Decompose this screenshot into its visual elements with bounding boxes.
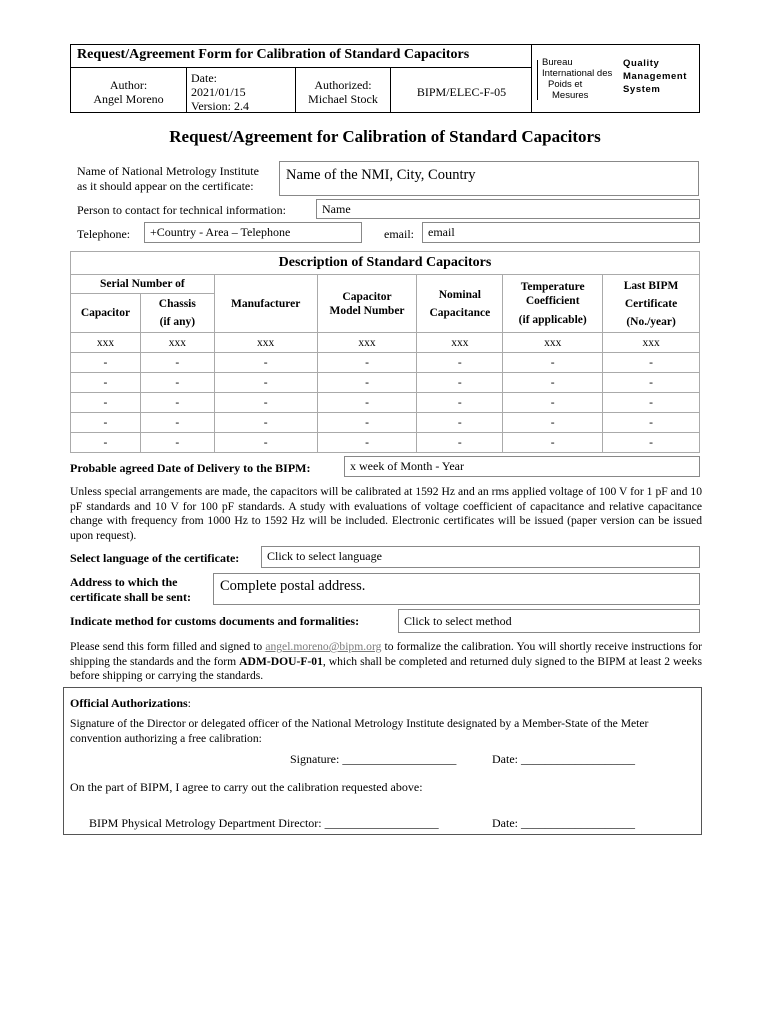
capacitor-cell[interactable]: - bbox=[71, 393, 141, 413]
col-cert-line-2: Certificate bbox=[624, 297, 678, 310]
address-label bbox=[70, 575, 191, 605]
col-nominal-line-2: Capacitance bbox=[429, 306, 491, 319]
send-text-1: Please send this form filled and signed to bbox=[70, 640, 266, 653]
language-select[interactable]: Click to select language bbox=[261, 546, 700, 568]
serial-header: Serial Number of bbox=[71, 275, 215, 294]
col-model-line-2: Model Number bbox=[329, 304, 405, 317]
model-cell[interactable]: - bbox=[317, 413, 417, 433]
bipm-date-line[interactable]: Date: ___________________ bbox=[492, 816, 635, 830]
table-row bbox=[71, 393, 700, 413]
col-chassis-line-2: (if any) bbox=[159, 316, 196, 328]
col-certificate bbox=[603, 275, 700, 333]
table-row bbox=[71, 413, 700, 433]
col-temperature bbox=[503, 275, 603, 333]
bipm-director-line[interactable]: BIPM Physical Metrology Department Director: ___________________ bbox=[89, 816, 439, 830]
qms-line-3: System bbox=[623, 84, 661, 95]
qms-label bbox=[623, 57, 699, 96]
certificate-cell[interactable]: - bbox=[603, 393, 700, 413]
form-code: ADM-DOU-F-01 bbox=[239, 654, 323, 668]
manufacturer-cell[interactable]: - bbox=[214, 393, 317, 413]
qms-line-1: Quality bbox=[623, 58, 660, 69]
temperature-cell[interactable]: - bbox=[503, 353, 603, 373]
signature-line[interactable]: Signature: ___________________ bbox=[290, 752, 457, 766]
col-temp-line-2: Coefficient bbox=[525, 295, 580, 307]
capacitor-cell[interactable]: - bbox=[71, 413, 141, 433]
calibration-conditions-text: Unless special arrangements are made, the capacitors will be calibrated at 1592 Hz and an rms applied voltage of 100 V for 1 pF and 10 pF standards and 10 V for 100 pF standards. A study with evaluations of voltage coefficient of capacitance and relative capacitance change with frequency from 1000 Hz to 1592 Hz will be included. Electronic certificates will be issued (paper version can be issued upon request). bbox=[70, 485, 702, 542]
col-temp-line-3: (if applicable) bbox=[518, 314, 587, 326]
authorized-label: Authorized: bbox=[314, 78, 372, 92]
capacitor-cell[interactable]: - bbox=[71, 373, 141, 393]
chassis-cell[interactable]: - bbox=[140, 373, 214, 393]
nominal-cell[interactable]: - bbox=[417, 353, 503, 373]
certificate-cell[interactable]: - bbox=[603, 353, 700, 373]
chassis-cell[interactable]: - bbox=[140, 413, 214, 433]
telephone-label: Telephone: bbox=[77, 227, 131, 241]
qms-line-2: Management bbox=[623, 71, 688, 82]
contact-name-field[interactable]: Name bbox=[316, 199, 700, 219]
table-row bbox=[71, 353, 700, 373]
chassis-cell[interactable]: - bbox=[140, 433, 214, 453]
author-cell bbox=[71, 68, 187, 112]
nmi-name-field[interactable]: Name of the NMI, City, Country bbox=[279, 161, 699, 196]
bipm-logo bbox=[537, 57, 621, 101]
nmi-label-line-2: as it should appear on the certificate: bbox=[77, 179, 254, 193]
director-text: Signature of the Director or delegated officer of the National Metrology Institute designated by a Member-State of the Meter convention authorizing a free calibration: bbox=[70, 717, 649, 745]
certificate-cell[interactable]: - bbox=[603, 413, 700, 433]
table-row bbox=[71, 433, 700, 453]
authorized-name: Michael Stock bbox=[308, 92, 378, 106]
nominal-cell[interactable]: - bbox=[417, 393, 503, 413]
email-label: email: bbox=[384, 227, 414, 241]
logo-line-3: Poids et bbox=[548, 79, 583, 90]
author-label: Author: bbox=[109, 78, 148, 92]
table-row bbox=[71, 373, 700, 393]
doc-code-cell bbox=[391, 68, 532, 112]
col-temp-line-1: Temperature bbox=[520, 281, 585, 293]
temperature-cell[interactable]: - bbox=[503, 413, 603, 433]
model-cell[interactable]: - bbox=[317, 433, 417, 453]
certificate-cell[interactable]: xxx bbox=[603, 333, 700, 353]
certificate-cell[interactable]: - bbox=[603, 433, 700, 453]
col-manufacturer: Manufacturer bbox=[214, 275, 317, 333]
manufacturer-cell[interactable]: - bbox=[214, 353, 317, 373]
col-cert-line-1: Last BIPM bbox=[623, 279, 679, 292]
form-title: Request/Agreement Form for Calibration of Standard Capacitors bbox=[77, 47, 470, 62]
header-box bbox=[70, 44, 700, 113]
nominal-cell[interactable]: - bbox=[417, 413, 503, 433]
col-nominal bbox=[417, 275, 503, 333]
table-row bbox=[71, 333, 700, 353]
col-capacitor: Capacitor bbox=[71, 294, 141, 333]
auth-heading-colon: : bbox=[187, 696, 192, 710]
chassis-cell[interactable]: - bbox=[140, 353, 214, 373]
col-nominal-line-1: Nominal bbox=[438, 288, 481, 301]
date-label: Date: bbox=[191, 71, 217, 85]
capacitor-cell[interactable]: xxx bbox=[71, 333, 141, 353]
authorizations-box bbox=[63, 687, 702, 835]
manufacturer-cell[interactable]: - bbox=[214, 433, 317, 453]
manufacturer-cell[interactable]: - bbox=[214, 373, 317, 393]
nominal-cell[interactable]: - bbox=[417, 433, 503, 453]
logo-line-4: Mesures bbox=[552, 90, 589, 101]
temperature-cell[interactable]: - bbox=[503, 393, 603, 413]
address-label-line-2: certificate shall be sent: bbox=[70, 590, 191, 604]
table-body bbox=[71, 333, 700, 453]
language-label: Select language of the certificate: bbox=[70, 551, 240, 565]
email-field[interactable]: email bbox=[422, 222, 700, 243]
model-cell[interactable]: - bbox=[317, 393, 417, 413]
bipm-agree-text: On the part of BIPM, I agree to carry out the calibration requested above: bbox=[70, 780, 423, 794]
certificate-cell[interactable]: - bbox=[603, 373, 700, 393]
manufacturer-cell[interactable]: - bbox=[214, 413, 317, 433]
contact-label: Person to contact for technical information: bbox=[77, 203, 286, 217]
date-cell bbox=[187, 68, 296, 112]
contact-email-link[interactable]: angel.moreno@bipm.org bbox=[265, 640, 382, 653]
postal-address-field[interactable]: Complete postal address. bbox=[213, 573, 700, 605]
model-cell[interactable]: - bbox=[317, 353, 417, 373]
delivery-label: Probable agreed Date of Delivery to the BIPM: bbox=[70, 461, 311, 475]
customs-label: Indicate method for customs documents and formalities: bbox=[70, 614, 360, 628]
version: Version: 2.4 bbox=[191, 99, 249, 113]
col-model-line-1: Capacitor bbox=[342, 290, 392, 303]
model-cell[interactable]: xxx bbox=[317, 333, 417, 353]
col-model bbox=[317, 275, 417, 333]
col-cert-line-3: (No./year) bbox=[626, 315, 676, 328]
chassis-cell[interactable]: - bbox=[140, 393, 214, 413]
capacitor-cell[interactable]: - bbox=[71, 433, 141, 453]
table-heading: Description of Standard Capacitors bbox=[71, 252, 700, 275]
logo-line-1: Bureau bbox=[542, 57, 573, 68]
chassis-cell[interactable]: xxx bbox=[140, 333, 214, 353]
send-instructions-text bbox=[70, 640, 702, 684]
manufacturer-cell[interactable]: xxx bbox=[214, 333, 317, 353]
temperature-cell[interactable]: - bbox=[503, 433, 603, 453]
nominal-cell[interactable]: - bbox=[417, 373, 503, 393]
col-chassis bbox=[140, 294, 214, 333]
telephone-field[interactable]: +Country - Area – Telephone bbox=[144, 222, 362, 243]
address-label-line-1: Address to which the bbox=[70, 575, 178, 589]
delivery-date-field[interactable]: x week of Month - Year bbox=[344, 456, 700, 477]
date-value: 2021/01/15 bbox=[191, 85, 246, 99]
nmi-label bbox=[77, 164, 259, 194]
model-cell[interactable]: - bbox=[317, 373, 417, 393]
temperature-cell[interactable]: xxx bbox=[503, 333, 603, 353]
logo-line-2: International des bbox=[542, 68, 613, 79]
author-name: Angel Moreno bbox=[93, 92, 164, 106]
send-text-3: , which shall be completed and returned duly signed to the BIPM at least 2 weeks before shipping or carrying the standards. bbox=[70, 654, 702, 682]
auth-heading-text: Official Authorizations bbox=[70, 696, 188, 710]
authorized-cell bbox=[296, 68, 391, 112]
auth-heading bbox=[70, 696, 191, 711]
nominal-cell[interactable]: xxx bbox=[417, 333, 503, 353]
customs-method-select[interactable]: Click to select method bbox=[398, 609, 700, 633]
signature-date-line[interactable]: Date: ___________________ bbox=[492, 752, 635, 766]
send-text-2: to formalize the calibration. You will shortly receive instructions for shipping the standards and the form bbox=[70, 640, 702, 668]
page-title: Request/Agreement for Calibration of Standard Capacitors bbox=[169, 127, 601, 146]
capacitor-table bbox=[70, 251, 700, 453]
temperature-cell[interactable]: - bbox=[503, 373, 603, 393]
nmi-label-line-1: Name of National Metrology Institute bbox=[77, 164, 259, 178]
capacitor-cell[interactable]: - bbox=[71, 353, 141, 373]
col-chassis-line-1: Chassis bbox=[158, 298, 196, 310]
doc-code: BIPM/ELEC-F-05 bbox=[416, 85, 507, 99]
